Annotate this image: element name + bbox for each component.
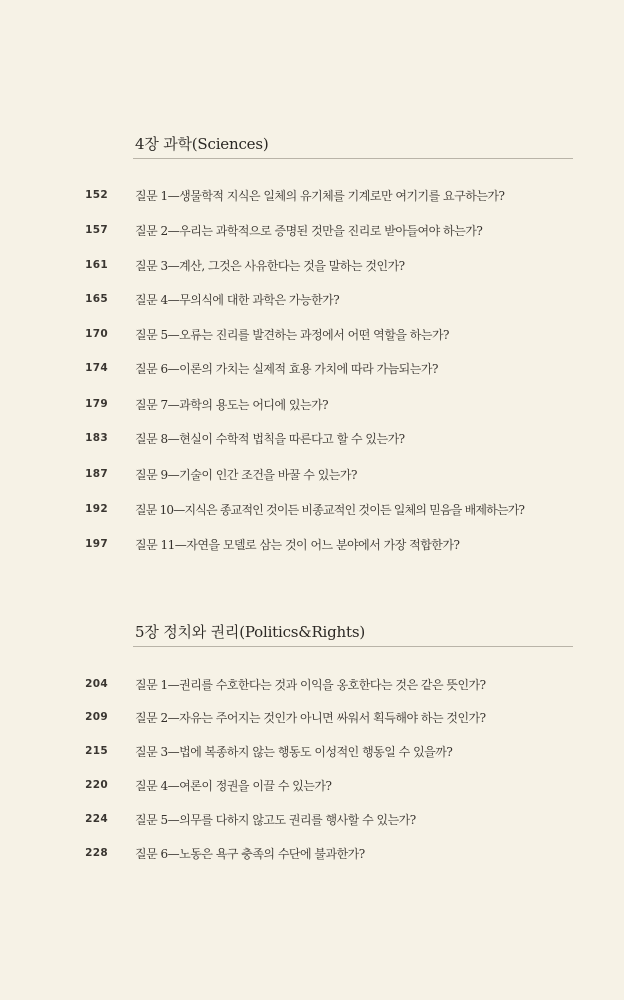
question-text: 질문 6—노동은 욕구 충족의 수단에 불과한가? (135, 847, 365, 861)
toc-entry (0, 222, 624, 242)
toc-entry (0, 257, 624, 277)
toc-entry (0, 360, 624, 380)
page-number: 204 (85, 678, 108, 690)
page-number: 197 (85, 538, 108, 550)
question-text: 질문 3—계산, 그것은 사유한다는 것을 말하는 것인가? (135, 259, 405, 273)
page-number: 174 (85, 362, 108, 374)
page-number: 224 (85, 813, 108, 825)
toc-entry (0, 187, 624, 207)
page-number: 220 (85, 779, 108, 791)
page-number: 209 (85, 711, 108, 723)
toc-entry (0, 709, 624, 729)
question-text: 질문 1—생물학적 지식은 일체의 유기체를 기계로만 여기기를 요구하는가? (135, 189, 505, 203)
question-text: 질문 2—우리는 과학적으로 증명된 것만을 진리로 받아들여야 하는가? (135, 224, 483, 238)
question-text: 질문 2—자유는 주어지는 것인가 아니면 싸워서 획득해야 하는 것인가? (135, 711, 486, 725)
toc-entry (0, 466, 624, 486)
toc-entry (0, 396, 624, 416)
question-text: 질문 10—지식은 종교적인 것이든 비종교적인 것이든 일체의 믿음을 배제하는가? (135, 503, 525, 517)
toc-entry (0, 430, 624, 450)
toc-entry (0, 845, 624, 865)
toc-entry (0, 326, 624, 346)
toc-entry (0, 743, 624, 763)
toc-entry (0, 811, 624, 831)
toc-entry (0, 777, 624, 797)
page-number: 157 (85, 224, 108, 236)
page-number: 179 (85, 398, 108, 410)
question-text: 질문 4—여론이 정권을 이끌 수 있는가? (135, 779, 332, 793)
question-text: 질문 3—법에 복종하지 않는 행동도 이성적인 행동일 수 있을까? (135, 745, 453, 759)
chapter-divider (133, 646, 573, 647)
question-text: 질문 5—오류는 진리를 발견하는 과정에서 어떤 역할을 하는가? (135, 328, 449, 342)
page-number: 187 (85, 468, 108, 480)
question-text: 질문 4—무의식에 대한 과학은 가능한가? (135, 293, 340, 307)
page-number: 228 (85, 847, 108, 859)
question-text: 질문 1—권리를 수호한다는 것과 이익을 옹호한다는 것은 같은 뜻인가? (135, 678, 486, 692)
question-text: 질문 7—과학의 용도는 어디에 있는가? (135, 398, 329, 412)
page-number: 170 (85, 328, 108, 340)
page-number: 183 (85, 432, 108, 444)
question-text: 질문 8—현실이 수학적 법칙을 따른다고 할 수 있는가? (135, 432, 405, 446)
toc-entry (0, 676, 624, 696)
question-text: 질문 11—자연을 모델로 삼는 것이 어느 분야에서 가장 적합한가? (135, 538, 460, 552)
page-number: 192 (85, 503, 108, 515)
toc-entry (0, 291, 624, 311)
page-number: 161 (85, 259, 108, 271)
toc-entry (0, 501, 624, 521)
page-number: 215 (85, 745, 108, 757)
question-text: 질문 5—의무를 다하지 않고도 권리를 행사할 수 있는가? (135, 813, 416, 827)
page-number: 152 (85, 189, 108, 201)
question-text: 질문 9—기술이 인간 조건을 바꿀 수 있는가? (135, 468, 357, 482)
toc-entry (0, 536, 624, 556)
chapter-title: 4장 과학(Sciences) (135, 135, 269, 153)
chapter-divider (133, 158, 573, 159)
page-number: 165 (85, 293, 108, 305)
question-text: 질문 6—이론의 가치는 실제적 효용 가치에 따라 가늠되는가? (135, 362, 438, 376)
chapter-title: 5장 정치와 권리(Politics&Rights) (135, 623, 365, 641)
